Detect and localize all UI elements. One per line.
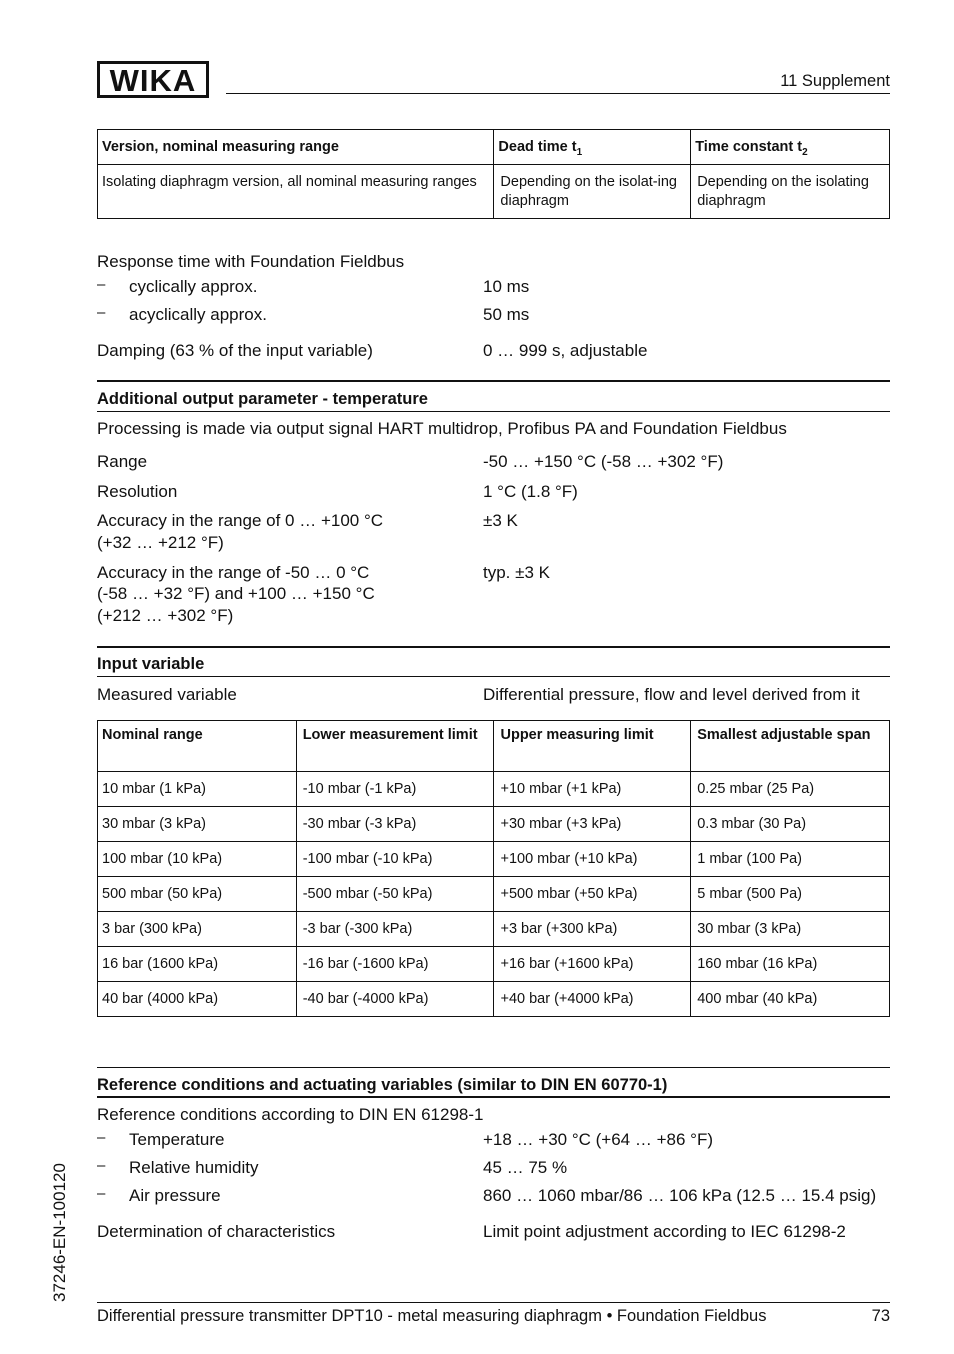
table-cell: +40 bar (+4000 kPa): [494, 982, 691, 1017]
table-header-cell: Lower measurement limit: [296, 721, 494, 772]
table-cell: +10 mbar (+1 kPa): [494, 772, 691, 807]
table-cell: 0.25 mbar (25 Pa): [691, 772, 890, 807]
section-rule: [97, 380, 890, 382]
accuracy-label: (+212 … +302 °F): [97, 606, 234, 625]
table-cell: 5 mbar (500 Pa): [691, 877, 890, 912]
table-cell: 30 mbar (3 kPa): [691, 912, 890, 947]
measured-variable-label: Measured variable: [97, 685, 237, 704]
range-value: -50 … +150 °C (-58 … +302 °F): [483, 452, 724, 471]
response-item-value: 50 ms: [483, 305, 530, 324]
table-row: [98, 807, 890, 842]
table-header-cell: Nominal range: [98, 721, 297, 772]
section-rule: [97, 1067, 890, 1068]
footer-text: Differential pressure transmitter DPT10 - metal measuring diaphragm • Foundation Fieldbus: [97, 1307, 767, 1325]
section-title: Input variable: [97, 655, 205, 673]
response-item-label: cyclically approx.: [129, 277, 258, 296]
reference-item-label: Relative humidity: [129, 1158, 259, 1177]
table-cell: -40 bar (-4000 kPa): [296, 982, 494, 1017]
reference-item-value: 860 … 1060 mbar/86 … 106 kPa (12.5 … 15.4 psig): [483, 1186, 877, 1205]
header-section-title: 11 Supplement: [780, 72, 890, 90]
dash-bullet: –: [97, 304, 106, 321]
table-cell: 0.3 mbar (30 Pa): [691, 807, 890, 842]
table-header-cell: Dead time $t_1$: [494, 130, 691, 165]
page-number: 73: [871, 1307, 890, 1325]
logo-text: WIKA: [109, 63, 197, 98]
table-row: [98, 165, 890, 219]
table-header-cell: Version, nominal measuring range: [98, 130, 494, 165]
response-title: Response time with Foundation Fieldbus: [97, 252, 405, 271]
reference-item-value: +18 … +30 °C (+64 … +86 °F): [483, 1130, 713, 1149]
section-rule: [97, 1096, 890, 1098]
table-cell: -100 mbar (-10 kPa): [296, 842, 494, 877]
table-cell: +100 mbar (+10 kPa): [494, 842, 691, 877]
table-cell: Depending on the isolating diaphragm: [691, 165, 890, 219]
table-header-row: [98, 130, 890, 165]
table-cell: 30 mbar (3 kPa): [98, 807, 297, 842]
table-header-cell: Smallest adjustable span: [691, 721, 890, 772]
reference-item-label: Temperature: [129, 1130, 225, 1149]
table-row: [98, 772, 890, 807]
wika-logo: [97, 61, 213, 102]
table-cell: 160 mbar (16 kPa): [691, 947, 890, 982]
table-row: [98, 982, 890, 1017]
accuracy-value: ±3 K: [483, 511, 518, 530]
response-item-value: 10 ms: [483, 277, 530, 296]
table-cell: 400 mbar (40 kPa): [691, 982, 890, 1017]
reference-item-label: Air pressure: [129, 1186, 221, 1205]
document-code: 37246-EN-100120: [50, 1163, 69, 1302]
table-cell: 3 bar (300 kPa): [98, 912, 297, 947]
resolution-label: Resolution: [97, 482, 178, 501]
footer-rule: [97, 1302, 890, 1303]
table-cell: Depending on the isolat-ing diaphragm: [494, 165, 691, 219]
table-cell: +500 mbar (+50 kPa): [494, 877, 691, 912]
table-cell: 500 mbar (50 kPa): [98, 877, 297, 912]
table-cell: 10 mbar (1 kPa): [98, 772, 297, 807]
table-cell: +3 bar (+300 kPa): [494, 912, 691, 947]
section-rule: [97, 646, 890, 648]
accuracy-label: (+32 … +212 °F): [97, 533, 224, 552]
table-cell: 16 bar (1600 kPa): [98, 947, 297, 982]
dead-time-table: [97, 129, 890, 219]
table-row: [98, 912, 890, 947]
table-header-cell: Time constant $t_2$: [691, 130, 890, 165]
section-rule: [97, 676, 890, 677]
reference-intro: Reference conditions according to DIN EN 61298-1: [97, 1105, 484, 1124]
table-cell: +16 bar (+1600 kPa): [494, 947, 691, 982]
table-cell: -16 bar (-1600 kPa): [296, 947, 494, 982]
table-header-cell: Upper measuring limit: [494, 721, 691, 772]
measured-variable-value: Differential pressure, flow and level derived from it: [483, 685, 860, 704]
damping-label: Damping (63 % of the input variable): [97, 341, 373, 360]
table-cell: 40 bar (4000 kPa): [98, 982, 297, 1017]
table-cell: -3 bar (-300 kPa): [296, 912, 494, 947]
table-cell: 1 mbar (100 Pa): [691, 842, 890, 877]
section-rule: [97, 411, 890, 412]
dash-bullet: –: [97, 1129, 106, 1146]
dash-bullet: –: [97, 276, 106, 293]
range-label: Range: [97, 452, 148, 471]
table-cell: Isolating diaphragm version, all nominal measuring ranges: [98, 165, 494, 219]
accuracy-label: Accuracy in the range of 0 … +100 °C: [97, 511, 384, 530]
table-cell: -30 mbar (-3 kPa): [296, 807, 494, 842]
table-cell: -500 mbar (-50 kPa): [296, 877, 494, 912]
header-rule: [226, 93, 890, 94]
damping-value: 0 … 999 s, adjustable: [483, 341, 648, 360]
table-cell: -10 mbar (-1 kPa): [296, 772, 494, 807]
determination-value: Limit point adjustment according to IEC 61298-2: [483, 1222, 846, 1241]
section-title: Additional output parameter - temperature: [97, 390, 428, 408]
resolution-value: 1 °C (1.8 °F): [483, 482, 578, 501]
reference-item-value: 45 … 75 %: [483, 1158, 568, 1177]
table-cell: +30 mbar (+3 kPa): [494, 807, 691, 842]
accuracy-label: (-58 … +32 °F) and +100 … +150 °C: [97, 584, 375, 603]
temperature-intro: Processing is made via output signal HART multidrop, Profibus PA and Foundation Fieldbus: [97, 419, 787, 438]
determination-label: Determination of characteristics: [97, 1222, 336, 1241]
table-row: [98, 877, 890, 912]
table-row: [98, 842, 890, 877]
accuracy-value: typ. ±3 K: [483, 563, 550, 582]
logo-box: [97, 61, 209, 98]
table-header-row: [98, 721, 890, 772]
response-item-label: acyclically approx.: [129, 305, 267, 324]
section-title: Reference conditions and actuating variables (similar to DIN EN 60770-1): [97, 1076, 668, 1094]
input-range-table: [97, 720, 890, 1017]
dash-bullet: –: [97, 1185, 106, 1202]
table-cell: 100 mbar (10 kPa): [98, 842, 297, 877]
dash-bullet: –: [97, 1157, 106, 1174]
accuracy-label: Accuracy in the range of -50 … 0 °C: [97, 563, 370, 582]
table-row: [98, 947, 890, 982]
